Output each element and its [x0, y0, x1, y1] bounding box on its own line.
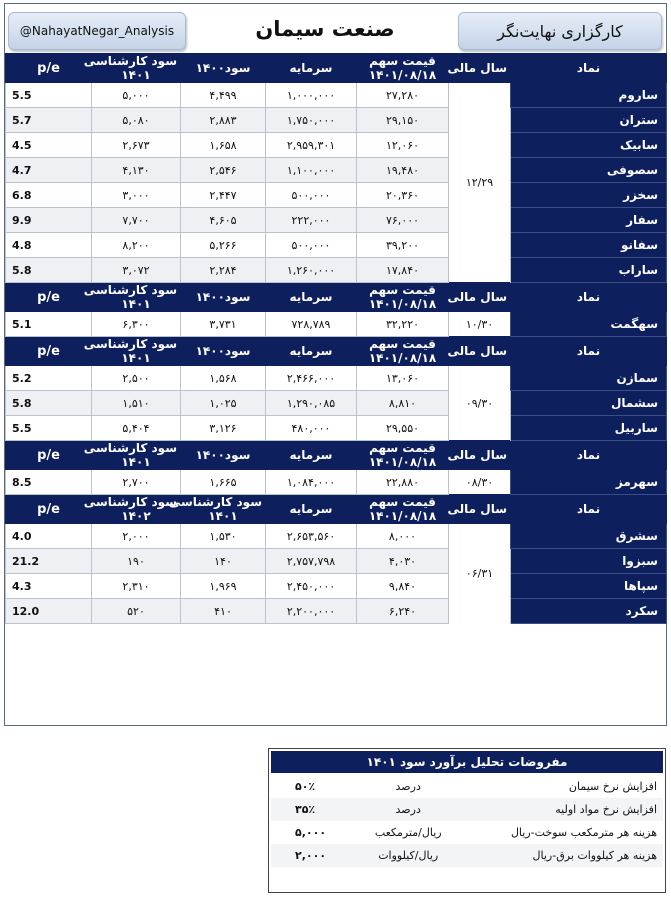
table-row	[6, 470, 667, 495]
pe-cell: 4.7	[6, 158, 92, 183]
agency-text: کارگزاری نهایت‌نگر	[497, 21, 623, 41]
header-line-2: ۱۴۰۱	[121, 351, 151, 365]
col-header-capital: سرمایه	[266, 54, 357, 83]
pe-cell: 4.3	[6, 574, 92, 599]
pe-cell: 4.8	[6, 233, 92, 258]
pe-cell: 12.0	[6, 599, 92, 624]
symbol-cell: سشرق	[511, 524, 667, 549]
header-line-2: ۱۴۰۱/۰۸/۱۸	[368, 455, 437, 469]
assumption-unit: درصد	[357, 798, 459, 821]
header-line-1: سود کارشناسی	[83, 283, 177, 297]
price-cell: ۲۹,۵۵۰	[357, 416, 449, 441]
header-line-1: قیمت سهم	[369, 441, 436, 455]
table-row	[6, 83, 667, 108]
symbol-cell: سصوفی	[511, 158, 667, 183]
profit-b-cell: ۵,۰۰۰	[92, 83, 181, 108]
price-cell: ۱۲,۰۶۰	[357, 133, 449, 158]
col-header-profit-a	[181, 337, 266, 366]
assumptions-title: مفروضات تحلیل برآورد سود ۱۴۰۱	[271, 751, 663, 773]
col-header-profit-a	[181, 54, 266, 83]
profit-b-cell: ۳,۰۰۰	[92, 183, 181, 208]
profit-a-cell: ۵,۲۶۶	[181, 233, 266, 258]
assumption-label: هزینه هر مترمکعب سوخت-ریال	[459, 821, 663, 844]
profit-a-cell: ۴,۶۰۵	[181, 208, 266, 233]
symbol-cell: ساربیل	[511, 416, 667, 441]
capital-cell: ۲,۴۵۰,۰۰۰	[266, 574, 357, 599]
col-header-profit-b	[83, 283, 181, 312]
table-row	[6, 366, 667, 391]
table-row	[6, 208, 667, 233]
table-row	[6, 312, 667, 337]
symbol-cell: ستران	[511, 108, 667, 133]
capital-cell: ۲,۹۵۹,۳۰۱	[266, 133, 357, 158]
assumptions-table	[271, 775, 663, 867]
profit-b-cell: ۵,۴۰۴	[92, 416, 181, 441]
col-header-symbol: نماد	[511, 337, 667, 366]
header-line-2: ۱۴۰۱/۰۸/۱۸	[368, 297, 437, 311]
col-header-profit-b	[83, 495, 181, 524]
assumption-row	[271, 821, 663, 844]
fiscal-year-cell: ۰۸/۳۰	[449, 470, 511, 495]
header-line-1: قیمت سهم	[369, 495, 436, 509]
table-row	[6, 133, 667, 158]
header-line-1: سود۱۴۰۰	[195, 448, 251, 462]
header-line-2: ۱۴۰۲	[121, 509, 151, 523]
col-header-pe: p/e	[6, 283, 92, 312]
assumption-value: ۲,۰۰۰	[271, 844, 357, 867]
fiscal-year-cell: ۱۰/۳۰	[449, 312, 511, 337]
col-header-price	[357, 54, 449, 83]
table-row	[6, 391, 667, 416]
table-row	[6, 108, 667, 133]
capital-cell: ۴۸۰,۰۰۰	[266, 416, 357, 441]
profit-b-cell: ۱۹۰	[92, 549, 181, 574]
profit-a-cell: ۱,۵۶۸	[181, 366, 266, 391]
table-row	[6, 524, 667, 549]
col-header-capital: سرمایه	[266, 283, 357, 312]
assumption-label: هزینه هر کیلووات برق-ریال	[459, 844, 663, 867]
table-row	[6, 549, 667, 574]
profit-b-cell: ۶,۳۰۰	[92, 312, 181, 337]
assumption-row	[271, 844, 663, 867]
col-header-price	[357, 283, 449, 312]
col-header-price	[357, 337, 449, 366]
price-cell: ۹,۸۴۰	[357, 574, 449, 599]
header-line-1: قیمت سهم	[369, 337, 436, 351]
profit-a-cell: ۴۱۰	[181, 599, 266, 624]
page-title-text: صنعت سیمان	[255, 17, 395, 41]
capital-cell: ۵۰۰,۰۰۰	[266, 183, 357, 208]
header-line-1: سود۱۴۰۰	[195, 61, 251, 75]
assumption-unit: ریال/مترمکعب	[357, 821, 459, 844]
assumption-label: افزایش نرخ سیمان	[459, 775, 663, 798]
profit-a-cell: ۳,۷۳۱	[181, 312, 266, 337]
profit-b-cell: ۱,۵۱۰	[92, 391, 181, 416]
table-row	[6, 183, 667, 208]
assumption-value: ۵۰٪	[271, 775, 357, 798]
price-cell: ۸,۰۰۰	[357, 524, 449, 549]
profit-a-cell: ۱,۵۳۰	[181, 524, 266, 549]
price-cell: ۶,۲۴۰	[357, 599, 449, 624]
col-header-pe: p/e	[6, 441, 92, 470]
agency-badge	[458, 12, 662, 50]
fiscal-year-cell: ۰۶/۳۱	[449, 524, 511, 624]
symbol-cell: سمازن	[511, 366, 667, 391]
col-header-capital: سرمایه	[266, 337, 357, 366]
header-line-2: ۱۴۰۱	[121, 68, 151, 82]
capital-cell: ۲,۲۰۰,۰۰۰	[266, 599, 357, 624]
assumption-unit: درصد	[357, 775, 459, 798]
header-line-1: قیمت سهم	[369, 54, 436, 68]
assumption-label: افزایش نرخ مواد اولیه	[459, 798, 663, 821]
profit-b-cell: ۲,۳۱۰	[92, 574, 181, 599]
profit-b-cell: ۷,۷۰۰	[92, 208, 181, 233]
profit-b-cell: ۵,۰۸۰	[92, 108, 181, 133]
header-line-2: ۱۴۰۱/۰۸/۱۸	[368, 68, 437, 82]
profit-a-cell: ۱,۶۶۵	[181, 470, 266, 495]
profit-a-cell: ۲,۲۸۴	[181, 258, 266, 283]
col-header-price	[357, 441, 449, 470]
pe-cell: 4.5	[6, 133, 92, 158]
table-row	[6, 599, 667, 624]
assumption-unit: ریال/کیلووات	[357, 844, 459, 867]
capital-cell: ۷۲۸,۷۸۹	[266, 312, 357, 337]
profit-a-cell: ۴,۴۹۹	[181, 83, 266, 108]
capital-cell: ۵۰۰,۰۰۰	[266, 233, 357, 258]
header-line-1: سود۱۴۰۰	[195, 344, 251, 358]
header-line-1: سود کارشناسی	[168, 495, 262, 509]
profit-a-cell: ۲,۵۴۶	[181, 158, 266, 183]
price-cell: ۳۹,۲۰۰	[357, 233, 449, 258]
col-header-price	[357, 495, 449, 524]
table-row	[6, 574, 667, 599]
table-row	[6, 416, 667, 441]
symbol-cell: سهرمز	[511, 470, 667, 495]
price-cell: ۱۹,۴۸۰	[357, 158, 449, 183]
capital-cell: ۲۲۲,۰۰۰	[266, 208, 357, 233]
table-row	[6, 258, 667, 283]
fiscal-year-cell: ۱۲/۲۹	[449, 83, 511, 283]
table-row	[6, 158, 667, 183]
symbol-cell: سپاها	[511, 574, 667, 599]
profit-a-cell: ۱۴۰	[181, 549, 266, 574]
col-header-fiscal-year: سال مالی	[449, 54, 511, 83]
symbol-cell: ساراب	[511, 258, 667, 283]
page-title	[190, 8, 460, 50]
pe-cell: 5.8	[6, 258, 92, 283]
pe-cell: 4.0	[6, 524, 92, 549]
price-cell: ۲۷,۲۸۰	[357, 83, 449, 108]
symbol-cell: سفانو	[511, 233, 667, 258]
symbol-cell: سخزر	[511, 183, 667, 208]
price-cell: ۲۰,۳۶۰	[357, 183, 449, 208]
assumption-value: ۳۵٪	[271, 798, 357, 821]
symbol-cell: سفار	[511, 208, 667, 233]
price-cell: ۲۲,۸۸۰	[357, 470, 449, 495]
stocks-table-body	[6, 54, 667, 624]
col-header-capital: سرمایه	[266, 495, 357, 524]
profit-a-cell: ۳,۱۲۶	[181, 416, 266, 441]
profit-a-cell: ۱,۶۵۸	[181, 133, 266, 158]
assumptions-table-body	[271, 775, 663, 867]
fiscal-year-cell: ۰۹/۳۰	[449, 366, 511, 441]
col-header-fiscal-year: سال مالی	[449, 495, 511, 524]
col-header-profit-b	[83, 441, 181, 470]
col-header-profit-a	[181, 441, 266, 470]
col-header-fiscal-year: سال مالی	[449, 283, 511, 312]
profit-a-cell: ۱,۹۶۹	[181, 574, 266, 599]
profit-b-cell: ۲,۰۰۰	[92, 524, 181, 549]
profit-b-cell: ۲,۶۷۳	[92, 133, 181, 158]
col-header-symbol: نماد	[511, 441, 667, 470]
col-header-pe: p/e	[6, 54, 92, 83]
capital-cell: ۱,۰۸۴,۰۰۰	[266, 470, 357, 495]
profit-b-cell: ۸,۲۰۰	[92, 233, 181, 258]
handle-text: @NahayatNegar_Analysis	[19, 24, 175, 38]
capital-cell: ۱,۲۶۰,۰۰۰	[266, 258, 357, 283]
pe-cell: 21.2	[6, 549, 92, 574]
header-line-1: سود کارشناسی	[83, 54, 177, 68]
col-header-profit-a	[168, 495, 266, 524]
col-header-fiscal-year: سال مالی	[449, 337, 511, 366]
pe-cell: 5.5	[6, 83, 92, 108]
symbol-cell: سکرد	[511, 599, 667, 624]
profit-b-cell: ۴,۱۳۰	[92, 158, 181, 183]
col-header-capital: سرمایه	[266, 441, 357, 470]
capital-cell: ۱,۷۵۰,۰۰۰	[266, 108, 357, 133]
pe-cell: 5.8	[6, 391, 92, 416]
col-header-profit-b	[83, 337, 181, 366]
assumptions-box	[268, 748, 666, 893]
col-header-symbol: نماد	[511, 495, 667, 524]
profit-a-cell: ۲,۸۸۳	[181, 108, 266, 133]
header-line-2: ۱۴۰۱	[208, 509, 238, 523]
table-row	[6, 233, 667, 258]
capital-cell: ۲,۷۵۷,۷۹۸	[266, 549, 357, 574]
pe-cell: 5.7	[6, 108, 92, 133]
price-cell: ۱۳,۰۶۰	[357, 366, 449, 391]
col-header-symbol: نماد	[511, 283, 667, 312]
symbol-cell: سبزوا	[511, 549, 667, 574]
pe-cell: 6.8	[6, 183, 92, 208]
price-cell: ۴,۰۳۰	[357, 549, 449, 574]
col-header-pe: p/e	[6, 337, 92, 366]
pe-cell: 5.1	[6, 312, 92, 337]
col-header-profit-b	[83, 54, 181, 83]
capital-cell: ۱,۲۹۰,۰۸۵	[266, 391, 357, 416]
price-cell: ۸,۸۱۰	[357, 391, 449, 416]
col-header-pe: p/e	[6, 495, 92, 524]
pe-cell: 5.2	[6, 366, 92, 391]
pe-cell: 9.9	[6, 208, 92, 233]
header-line-1: سود کارشناسی	[83, 337, 177, 351]
header-line-1: سود کارشناسی	[83, 441, 177, 455]
profit-b-cell: ۲,۷۰۰	[92, 470, 181, 495]
assumption-row	[271, 775, 663, 798]
price-cell: ۲۹,۱۵۰	[357, 108, 449, 133]
col-header-profit-a	[181, 283, 266, 312]
header-line-2: ۱۴۰۱/۰۸/۱۸	[368, 351, 437, 365]
header-line-2: ۱۴۰۱	[121, 455, 151, 469]
price-cell: ۱۷,۸۴۰	[357, 258, 449, 283]
symbol-cell: سهگمت	[511, 312, 667, 337]
profit-b-cell: ۵۲۰	[92, 599, 181, 624]
header-line-1: سود کارشناسی	[83, 495, 177, 509]
col-header-fiscal-year: سال مالی	[449, 441, 511, 470]
stocks-table	[5, 53, 667, 624]
capital-cell: ۱,۰۰۰,۰۰۰	[266, 83, 357, 108]
price-cell: ۳۲,۲۲۰	[357, 312, 449, 337]
header-line-2: ۱۴۰۱	[121, 297, 151, 311]
capital-cell: ۱,۱۰۰,۰۰۰	[266, 158, 357, 183]
pe-cell: 8.5	[6, 470, 92, 495]
profit-a-cell: ۱,۰۲۵	[181, 391, 266, 416]
profit-b-cell: ۳,۰۷۲	[92, 258, 181, 283]
assumption-value: ۵,۰۰۰	[271, 821, 357, 844]
symbol-cell: ساروم	[511, 83, 667, 108]
col-header-symbol: نماد	[511, 54, 667, 83]
assumption-row	[271, 798, 663, 821]
profit-a-cell: ۲,۴۴۷	[181, 183, 266, 208]
capital-cell: ۲,۶۵۳,۵۶۰	[266, 524, 357, 549]
capital-cell: ۲,۴۶۶,۰۰۰	[266, 366, 357, 391]
handle-badge	[8, 12, 186, 50]
symbol-cell: سشمال	[511, 391, 667, 416]
symbol-cell: سابیک	[511, 133, 667, 158]
header-line-2: ۱۴۰۱/۰۸/۱۸	[368, 509, 437, 523]
header-line-1: سود۱۴۰۰	[195, 290, 251, 304]
profit-b-cell: ۲,۵۰۰	[92, 366, 181, 391]
price-cell: ۷۶,۰۰۰	[357, 208, 449, 233]
header-line-1: قیمت سهم	[369, 283, 436, 297]
pe-cell: 5.5	[6, 416, 92, 441]
